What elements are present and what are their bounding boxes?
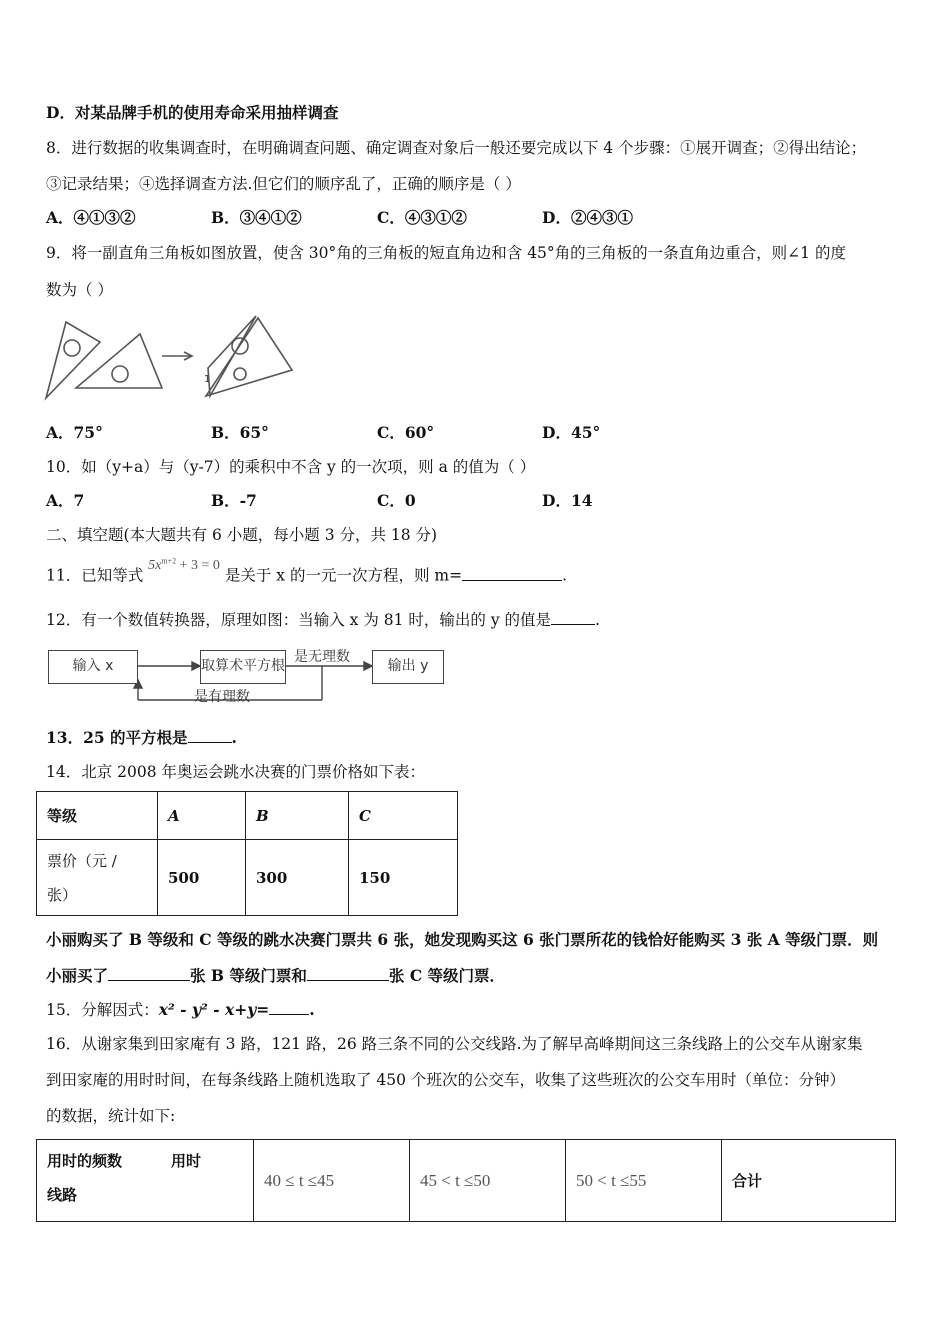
q9-option-c: C．60° [377,423,435,442]
price-label [37,840,158,916]
q9-option-d: D．45° [542,423,601,442]
q14-text-line1: 小丽购买了 B 等级和 C 等级的跳水决赛门票共 6 张，她发现购买这 6 张门票所花的钱恰好能购买 3 张 A 等级门票．则 [46,930,879,949]
q13-answer-blank[interactable] [188,728,232,743]
q16-frequency-table [36,1139,896,1222]
q13-end: . [231,728,237,747]
corner-bottom: 线路 [47,1186,78,1204]
range-45-50: 45 < t ≤50 [410,1140,566,1222]
q15-question [46,1000,315,1020]
formula-base: 5x [148,557,162,573]
q9-option-a: A．75° [46,423,103,442]
q14-line2-a: 小丽买了 [46,966,109,985]
q14-intro: 14．北京 2008 年奥运会跳水决赛的门票价格如下表： [46,763,426,781]
flow-rational-label: 是有理数 [194,689,250,705]
angle-label: 1 [204,374,211,385]
triangle-30-hole [64,340,80,356]
q13-text: 13．25 的平方根是 [46,728,188,747]
q12-answer-blank[interactable] [551,610,595,625]
grade-c: C [349,792,458,840]
q8-text-line2: ③记录结果；④选择调查方法.但它们的顺序乱了，正确的顺序是（ ） [46,175,521,193]
q11-end: . [562,566,568,585]
price-label-line1: 票价（元 / [47,851,117,870]
q16-text-line3: 的数据，统计如下: [46,1107,176,1125]
q15-expression: x² - y² - x+y= [158,1000,270,1019]
price-c: 150 [349,840,458,916]
table-row [37,792,458,840]
flow-input-box: 输入 x [48,650,138,684]
flow-process-box: 取算术平方根 [200,650,286,684]
q15-prefix: 15．分解因式： [46,1001,159,1019]
combined-hole-2 [234,368,246,380]
q9-triangle-figure [40,312,300,402]
q7-option-d: D．对某品牌手机的使用寿命采用抽样调查 [46,103,339,122]
triangle-45-shape [76,334,162,388]
table-row [37,840,458,916]
table-header-label: 等级 [37,792,158,840]
q16-text-line2: 到田家庵的用时时间，在每条线路上随机选取了 450 个班次的公交车，收集了这些班次的公交车用时（单位：分钟） [46,1071,845,1089]
q9-text-line1: 9．将一副直角三角板如图放置，使含 30°角的三角板的短直角边和含 45°角的三角板的一条直角边重合，则∠1 的度 [46,244,846,262]
table-corner-cell [37,1140,254,1222]
formula-rest: + 3 = 0 [176,557,220,573]
q8-option-d: D．②④③① [542,208,633,227]
q8-option-b: B．③④①② [211,208,302,227]
q8-option-c: C．④③①② [377,208,467,227]
table-row [37,1140,896,1222]
q15-end: . [309,1000,315,1019]
q8-option-a: A．④①③② [46,208,136,227]
corner-top-right: 用时 [171,1152,202,1170]
price-a: 500 [158,840,246,916]
price-b: 300 [246,840,349,916]
q10-option-c: C．0 [377,491,416,510]
formula-exponent: m+2 [161,556,177,565]
corner-top-left: 用时的频数 [47,1152,123,1170]
q14-text-line2 [46,966,505,986]
q11-question [46,556,568,588]
q11-answer-blank[interactable] [462,566,562,581]
q10-text: 10．如（y+a）与（y-7）的乘积中不含 y 的一次项，则 a 的值为（ ） [46,458,536,476]
q16-text-line1: 16．从谢家集到田家庵有 3 路，121 路，26 路三条不同的公交线路.为了解早高峰期间这三条线路上的公交车从谢家集 [46,1035,863,1053]
section-title: 二、填空题(本大题共有 6 小题，每小题 3 分，共 18 分) [46,526,438,544]
flow-irrational-label: 是无理数 [294,649,350,665]
q14-line2-c: 张 C 等级门票． [388,966,506,985]
q14-b-count-blank[interactable] [108,966,190,981]
q9-option-b: B．65° [211,423,269,442]
q14-c-count-blank[interactable] [307,966,389,981]
q12-end: . [595,611,600,629]
q10-option-a: A．7 [46,491,85,510]
range-40-45: 40 ≤ t ≤45 [254,1140,410,1222]
grade-b: B [246,792,349,840]
q10-option-d: D．14 [542,491,593,510]
flow-output-box: 输出 y [372,650,444,684]
q15-answer-blank[interactable] [269,1000,309,1015]
total-column-header: 合计 [722,1140,896,1222]
q13-question [46,728,237,748]
q12-flowchart [46,642,446,708]
triangle-30-shape [46,322,100,398]
q14-line2-b: 张 B 等级门票和 [190,966,307,985]
grade-a: A [158,792,246,840]
q12-text: 12．有一个数值转换器，原理如图：当输入 x 为 81 时，输出的 y 的值是 [46,611,552,629]
triangle-45-hole [112,366,128,382]
q11-prefix: 11．已知等式 [46,566,144,585]
q11-suffix: 是关于 x 的一元一次方程，则 m= [224,566,463,585]
price-label-line2: 张） [47,885,78,904]
q11-formula [148,558,220,573]
q9-text-line2: 数为（ ） [46,281,113,299]
q8-text-line1: 8．进行数据的收集调查时，在明确调查问题、确定调查对象后一般还要完成以下 4 个步骤：①展开调查；②得出结论； [46,139,867,157]
range-50-55: 50 < t ≤55 [566,1140,722,1222]
q10-option-b: B．-7 [211,491,257,510]
q14-price-table [36,791,458,916]
q12-question [46,610,600,630]
